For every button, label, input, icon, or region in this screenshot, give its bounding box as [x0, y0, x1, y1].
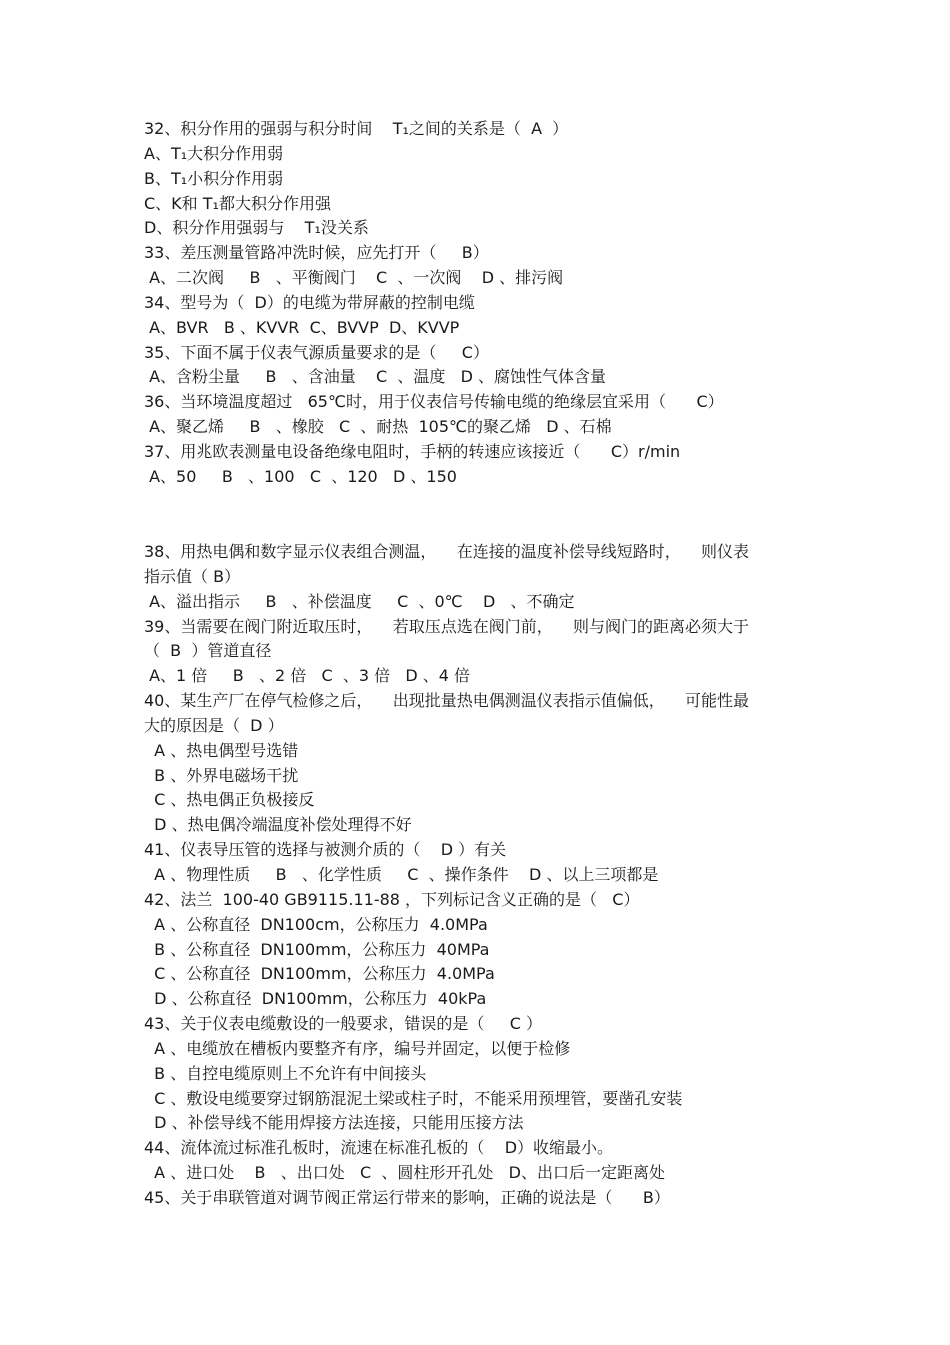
options-35: A、含粉尘量 B 、含油量 C 、温度 D 、腐蚀性气体含量 [144, 367, 607, 387]
question-39-cont: （ B ）管道直径 [144, 641, 272, 661]
option-b: B 、自控电缆原则上不允许有中间接头 [144, 1063, 427, 1083]
option-d: D 、公称直径 DN100mm，公称压力 40kPa [144, 989, 487, 1009]
question-block-32-37 [144, 117, 824, 490]
question-38-cont: 指示值（ B） [144, 566, 241, 586]
question-36: 36、当环境温度超过 65℃时，用于仪表信号传输电缆的绝缘层宜采用（ C） [144, 392, 724, 412]
question-45: 45、关于串联管道对调节阀正常运行带来的影响，正确的说法是（ B） [144, 1187, 670, 1207]
option-a: A、T₁大积分作用弱 [144, 143, 284, 163]
option-b: B 、外界电磁场干扰 [144, 765, 299, 785]
option-d: D 、热电偶冷端温度补偿处理得不好 [144, 815, 412, 835]
option-d: D、积分作用强弱与 T₁没关系 [144, 218, 369, 238]
question-44: 44、流体流过标准孔板时，流速在标准孔板的（ D）收缩最小。 [144, 1138, 614, 1158]
question-43: 43、关于仪表电缆敷设的一般要求，错误的是（ C ） [144, 1014, 543, 1034]
question-32: 32、积分作用的强弱与积分时间 T₁之间的关系是（ A ） [144, 119, 569, 138]
options-38: A、溢出指示 B 、补偿温度 C 、0℃ D 、不确定 [144, 591, 575, 611]
question-35: 35、下面不属于仪表气源质量要求的是（ C） [144, 342, 489, 362]
question-block-38-45 [144, 540, 824, 1211]
option-c: C、K和 T₁都大积分作用强 [144, 193, 331, 213]
option-d: D 、补偿导线不能用焊接方法连接，只能用压接方法 [144, 1113, 524, 1133]
option-a: A 、公称直径 DN100cm，公称压力 4.0MPa [144, 914, 488, 934]
question-40-cont: 大的原因是（ D ） [144, 715, 284, 735]
question-41: 41、仪表导压管的选择与被测介质的（ D ）有关 [144, 840, 507, 860]
question-40: 40、某生产厂在停气检修之后， 出现批量热电偶测温仪表指示值偏低， 可能性最 [144, 691, 750, 711]
question-37: 37、用兆欧表测量电设备绝缘电阻时，手柄的转速应该接近（ C）r/min [144, 441, 681, 461]
option-a: A 、电缆放在槽板内要整齐有序，编号并固定，以便于检修 [144, 1038, 571, 1058]
options-37: A、50 B 、100 C 、120 D 、150 [144, 466, 457, 486]
option-c: C 、公称直径 DN100mm，公称压力 4.0MPa [144, 964, 495, 984]
options-36: A、聚乙烯 B 、橡胶 C 、耐热 105℃的聚乙烯 D 、石棉 [144, 417, 612, 437]
question-33: 33、差压测量管路冲洗时候，应先打开（ B） [144, 243, 489, 263]
question-38: 38、用热电偶和数字显示仪表组合测温， 在连接的温度补偿导线短路时， 则仪表 [144, 542, 750, 561]
option-b: B、T₁小积分作用弱 [144, 168, 284, 188]
option-a: A 、热电偶型号选错 [144, 740, 299, 760]
question-34: 34、型号为（ D）的电缆为带屏蔽的控制电缆 [144, 292, 475, 312]
options-44: A 、进口处 B 、出口处 C 、圆柱形开孔处 D、出口后一定距离处 [144, 1163, 665, 1183]
options-34: A、BVR B 、KVVR C、BVVP D、KVVP [144, 317, 460, 337]
options-41: A 、物理性质 B 、化学性质 C 、操作条件 D 、以上三项都是 [144, 864, 659, 884]
option-c: C 、敷设电缆要穿过钢筋混泥土梁或柱子时，不能采用预埋管，要凿孔安装 [144, 1088, 683, 1108]
question-39: 39、当需要在阀门附近取压时， 若取压点选在阀门前， 则与阀门的距离必须大于 [144, 616, 750, 636]
options-33: A、二次阀 B 、平衡阀门 C 、一次阀 D 、排污阀 [144, 268, 564, 288]
option-b: B 、公称直径 DN100mm，公称压力 40MPa [144, 939, 490, 959]
options-39: A、1 倍 B 、2 倍 C 、3 倍 D 、4 倍 [144, 666, 471, 686]
question-42: 42、法兰 100-40 GB9115.11-88 ，下列标记含义正确的是（ C） [144, 889, 640, 909]
option-c: C 、热电偶正负极接反 [144, 790, 315, 810]
